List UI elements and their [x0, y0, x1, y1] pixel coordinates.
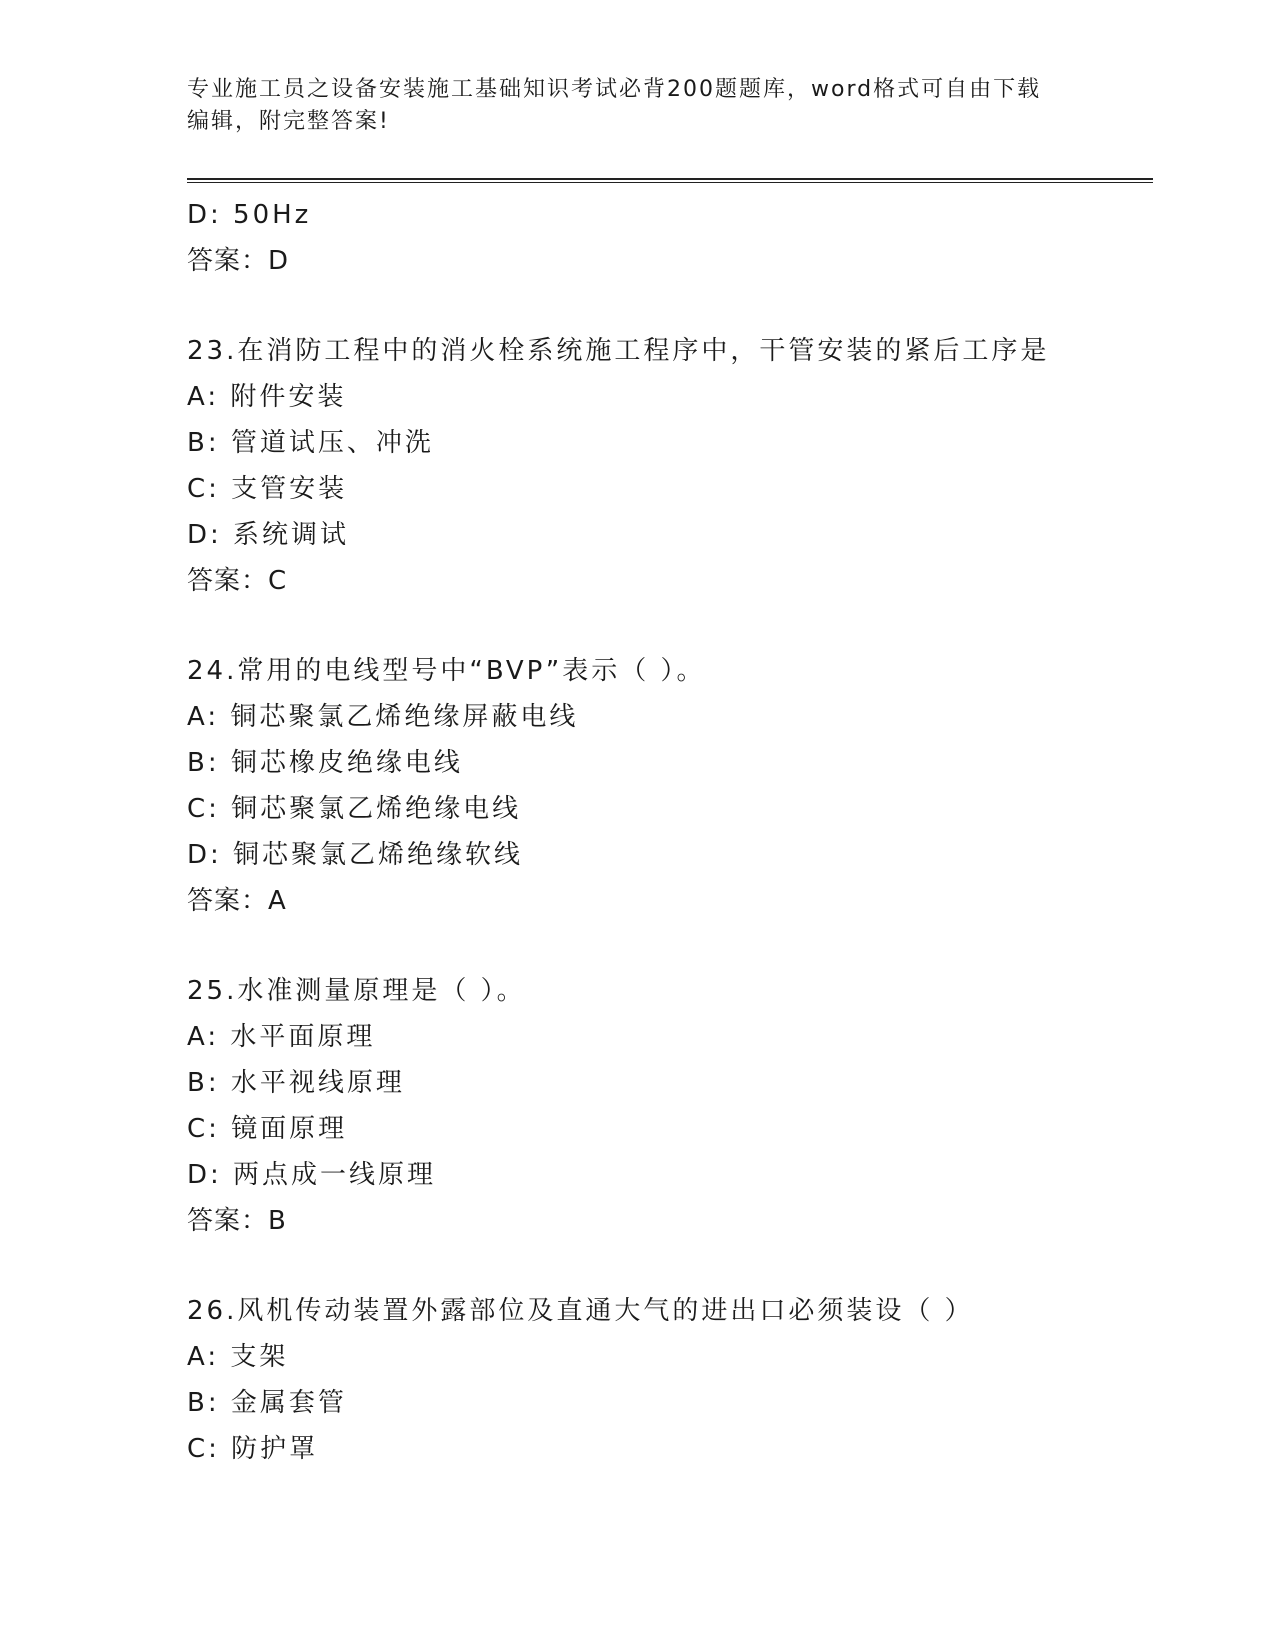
header-line-1: 专业施工员之设备安装施工基础知识考试必背200题题库，word格式可自由下载: [187, 77, 1042, 102]
option-b: B: 金属套管: [187, 1388, 347, 1418]
option-a: A: 支架: [187, 1342, 289, 1372]
document-header: [187, 74, 1077, 138]
option-d: D: 系统调试: [187, 520, 350, 550]
question-24: [187, 648, 1147, 924]
question-23: [187, 328, 1147, 604]
header-line-2: 编辑，附完整答案!: [187, 109, 390, 134]
question-stem: 24.常用的电线型号中“BVP”表示（ ）。: [187, 656, 706, 686]
option-b: B: 铜芯橡皮绝缘电线: [187, 748, 463, 778]
question-stem: 26.风机传动装置外露部位及直通大气的进出口必须装设（ ）: [187, 1296, 974, 1326]
option-d: D: 两点成一线原理: [187, 1160, 437, 1190]
spacer: [187, 284, 1147, 328]
answer: 答案：B: [187, 1206, 287, 1236]
question-26: [187, 1288, 1147, 1472]
prev-answer: 答案：D: [187, 246, 290, 276]
option-c: C: 支管安装: [187, 474, 348, 504]
question-25: [187, 968, 1147, 1244]
option-b: B: 管道试压、冲洗: [187, 428, 434, 458]
spacer: [187, 604, 1147, 648]
option-d: D: 铜芯聚氯乙烯绝缘软线: [187, 840, 524, 870]
header-divider: [187, 178, 1153, 183]
prev-option-d: D: 50Hz: [187, 200, 312, 230]
spacer: [187, 1244, 1147, 1288]
option-a: A: 水平面原理: [187, 1022, 376, 1052]
question-stem: 23.在消防工程中的消火栓系统施工程序中，干管安装的紧后工序是: [187, 336, 1050, 366]
option-c: C: 防护罩: [187, 1434, 319, 1464]
option-b: B: 水平视线原理: [187, 1068, 405, 1098]
spacer: [187, 924, 1147, 968]
question-stem: 25.水准测量原理是（ ）。: [187, 976, 526, 1006]
option-c: C: 镜面原理: [187, 1114, 348, 1144]
question-list: [187, 192, 1147, 1472]
option-a: A: 铜芯聚氯乙烯绝缘屏蔽电线: [187, 702, 579, 732]
answer: 答案：C: [187, 566, 288, 596]
answer: 答案：A: [187, 886, 287, 916]
option-a: A: 附件安装: [187, 382, 347, 412]
option-c: C: 铜芯聚氯乙烯绝缘电线: [187, 794, 522, 824]
